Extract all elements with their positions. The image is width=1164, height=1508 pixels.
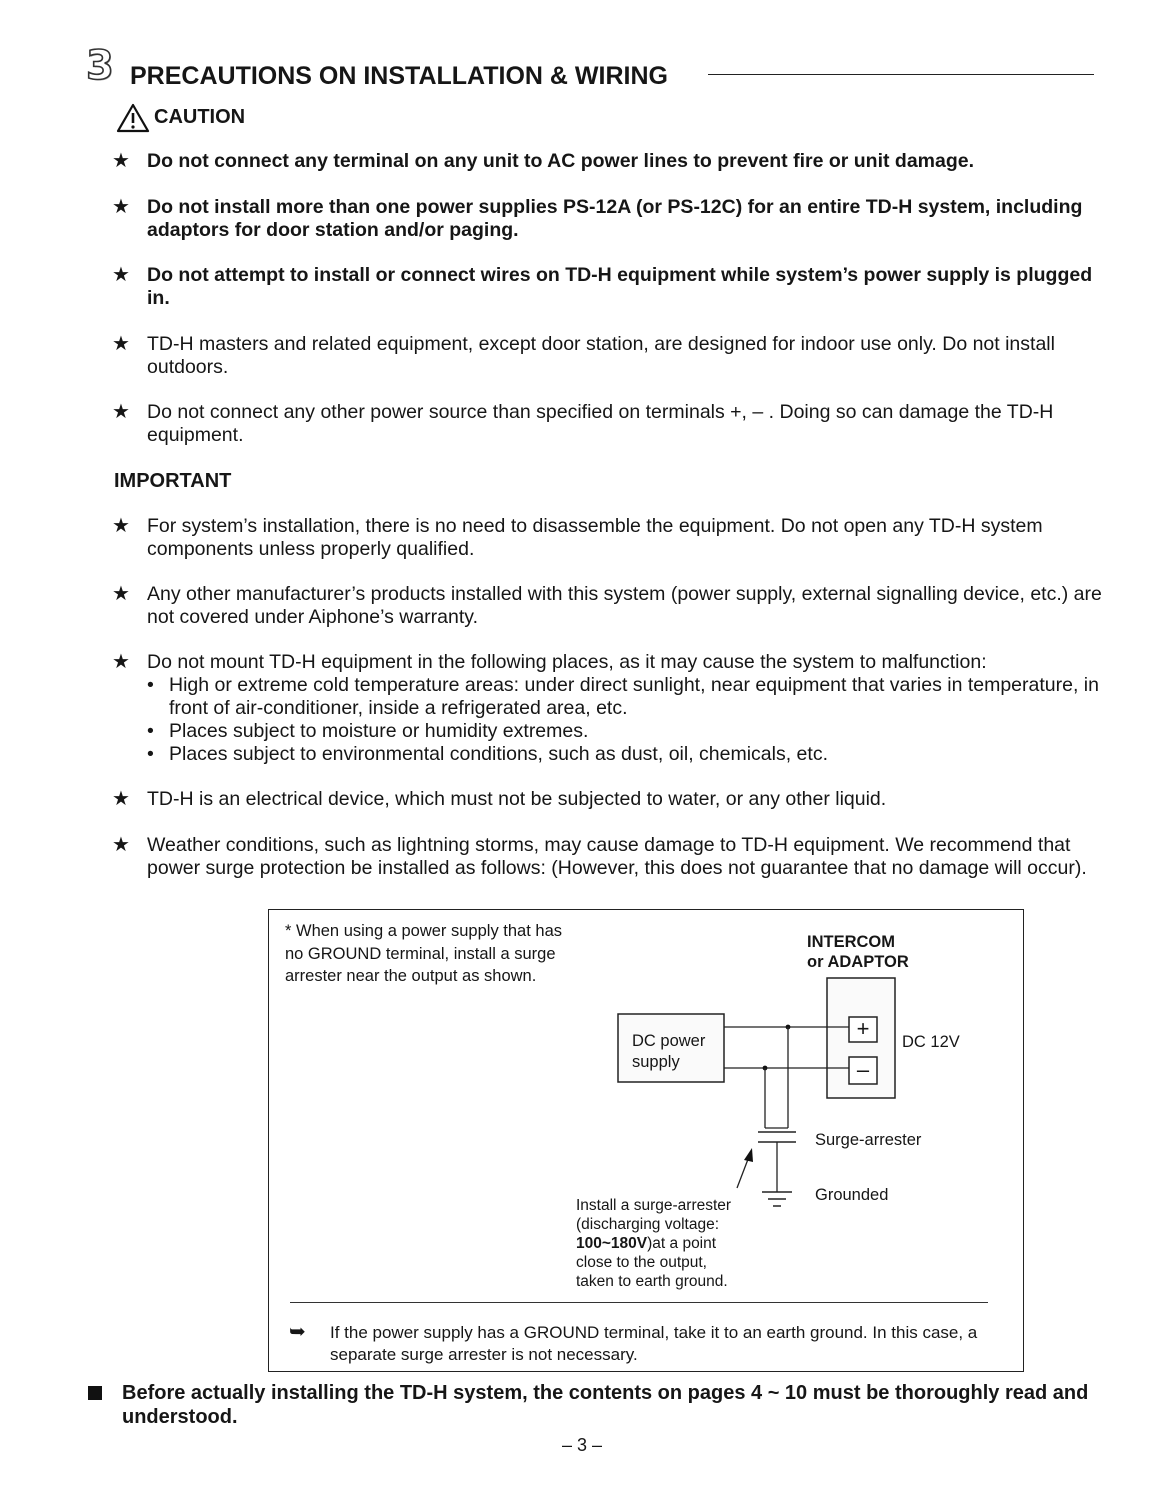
arrow-right-icon: ➥ [289,1321,306,1343]
list-item: • Places subject to moisture or humidity extremes. [147,720,589,742]
voltage-label: DC 12V [902,1033,960,1051]
important-item: ★ For system’s installation, there is no need to disassemble the equipment. Do not open any TD-H system components unless properly qualified. [112,515,1043,560]
caution-item: ★ Do not connect any terminal on any unit to AC power lines to prevent fire or unit damage. [112,150,975,172]
star-bullet-icon: ★ [112,333,130,355]
power-supply-note: * When using a power supply that has no GROUND terminal, install a surge arrester near the output as shown. [285,922,562,985]
surge-arrester-label: Surge-arrester [815,1131,922,1149]
divider [290,1302,988,1303]
dc-power-supply-label: DC power supply [632,1032,706,1071]
star-bullet-icon: ★ [112,196,130,218]
important-label: IMPORTANT [114,470,232,492]
caution-item: ★ Do not install more than one power supplies PS-12A (or PS-12C) for an entire TD-H system, including adaptors for door station and/or paging. [112,196,1083,241]
star-bullet-icon: ★ [112,788,130,810]
star-bullet-icon: ★ [112,651,130,673]
caution-item: ★ TD-H masters and related equipment, except door station, are designed for indoor use only. Do not install outdoors. [112,333,1055,378]
plus-terminal-label: + [856,1016,870,1041]
caution-item: ★ Do not attempt to install or connect wires on TD-H equipment while system’s power supply is plugged in. [112,264,1093,309]
page-number: – 3 – [561,1435,603,1455]
star-bullet-icon: ★ [112,401,130,423]
caution-item: ★ Do not connect any other power source than specified on terminals +, – . Doing so can damage the TD-H equipment. [112,401,1054,446]
important-item: ★ TD-H is an electrical device, which must not be subjected to water, or any other liquid. [112,788,887,810]
minus-terminal-label: – [856,1057,870,1082]
ground-terminal-note: If the power supply has a GROUND terminal, take it to an earth ground. In this case, a separate surge arrester is not necessary. [330,1323,978,1364]
important-item: ★ Any other manufacturer’s products installed with this system (power supply, external signalling device, etc.) are not covered under Aiphone’s warranty. [112,583,1102,628]
star-bullet-icon: ★ [112,264,130,286]
square-bullet-icon [88,1386,102,1400]
star-bullet-icon: ★ [112,515,130,537]
section-number: 3 [86,43,114,89]
important-item: ★ Do not mount TD-H equipment in the following places, as it may cause the system to malfunction: • High or extreme cold temperature areas: under direct sunlight, near equipment that varies in temperature, in front of air-conditioner, inside a refrigerated area, etc. • Places subject to moisture or humidity extremes. • Places subject to environmental conditions, such as dust, oil, chemicals, etc. [112,651,1102,766]
important-item: ★ Weather conditions, such as lightning storms, may cause damage to TD-H equipment. We recommend that power surge protection be installed as follows: (However, this does not guarantee that no damage will occur). [112,834,1087,879]
list-item: • Places subject to environmental conditions, such as dust, oil, chemicals, etc. [147,743,828,765]
page-title: PRECAUTIONS ON INSTALLATION & WIRING [130,62,668,90]
star-bullet-icon: ★ [112,583,130,605]
reading-notice: Before actually installing the TD-H system, the contents on pages 4 ~ 10 must be thoroughly read and understood. [122,1382,1089,1428]
caution-label: CAUTION [154,106,246,128]
star-bullet-icon: ★ [112,150,130,172]
list-item: • High or extreme cold temperature areas: under direct sunlight, near equipment that varies in temperature, in front of air-conditioner, inside a refrigerated area, etc. [147,674,1099,719]
grounded-label: Grounded [815,1186,889,1204]
intercom-label: INTERCOM or ADAPTOR [807,933,909,971]
install-instructions: Install a surge-arrester (discharging voltage: 100~180V)at a point close to the output, taken to earth ground. [576,1197,732,1290]
star-bullet-icon: ★ [112,834,130,856]
